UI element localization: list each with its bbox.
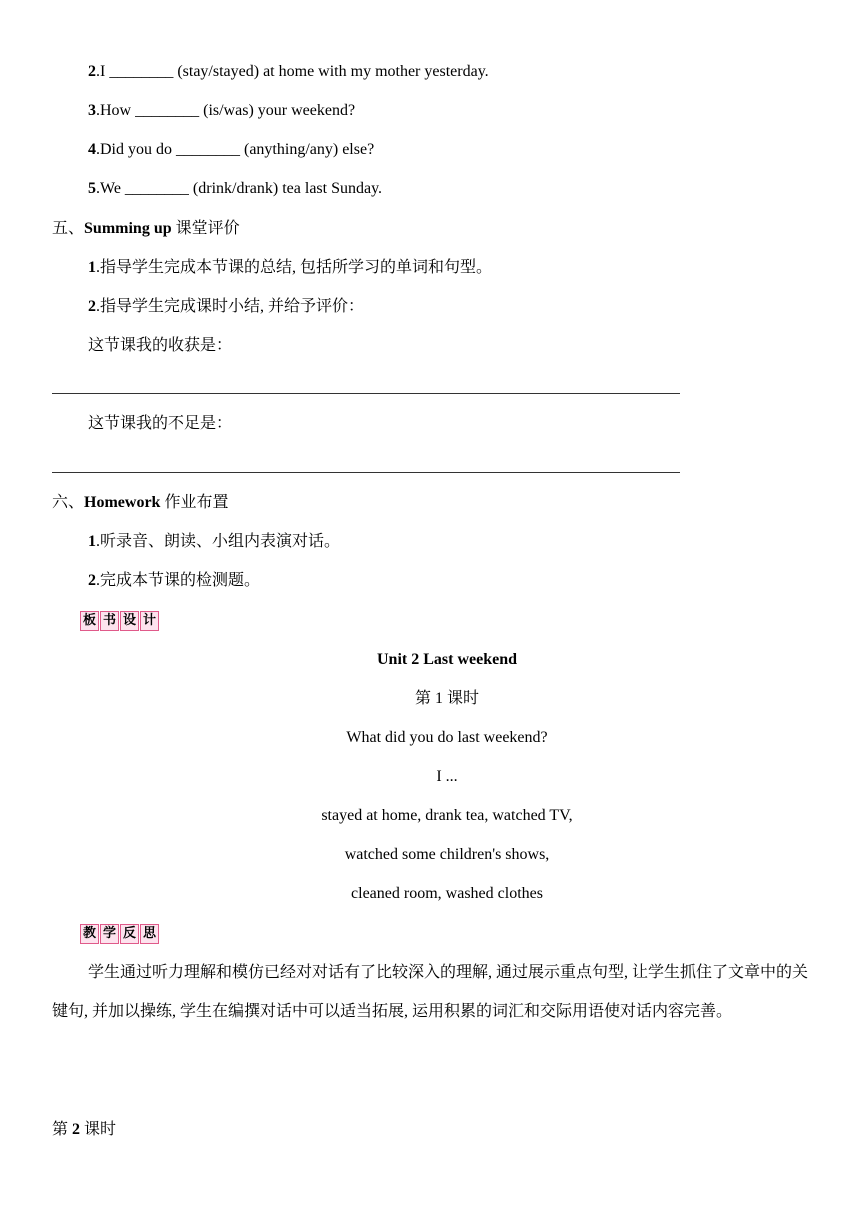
item-text: .完成本节课的检测题。 xyxy=(96,572,261,589)
board-line-1: stayed at home, drank tea, watched TV, xyxy=(321,807,573,824)
answer-line-lack xyxy=(52,472,680,473)
homework-item-1 xyxy=(88,532,340,552)
heading-cn: 课堂评价 xyxy=(171,220,240,237)
item-text: .听录音、朗读、小组内表演对话。 xyxy=(96,533,341,550)
item-number: 4 xyxy=(88,141,96,158)
badge-char: 设 xyxy=(120,611,139,631)
heading-en: Homework xyxy=(84,494,161,511)
item-text: .指导学生完成本节课的总结, 包括所学习的单词和句型。 xyxy=(96,259,493,276)
heading-prefix: 五、 xyxy=(52,220,85,237)
item-text: .Did you do ________ (anything/any) else? xyxy=(96,141,375,158)
board-answer: I ... xyxy=(436,768,458,785)
next-lesson-heading xyxy=(52,1120,116,1140)
teaching-reflection-badge xyxy=(80,924,159,944)
section-heading-homework xyxy=(52,493,228,513)
item-number: 5 xyxy=(88,180,96,197)
item-number: 1 xyxy=(88,533,96,550)
item-number: 1 xyxy=(88,259,96,276)
board-lesson: 第 1 课时 xyxy=(414,690,479,707)
summing-item-2 xyxy=(88,297,364,317)
lesson-pre: 第 xyxy=(52,1121,73,1138)
heading-cn: 作业布置 xyxy=(160,494,229,511)
item-text: .How ________ (is/was) your weekend? xyxy=(96,102,356,119)
item-text: .We ________ (drink/drank) tea last Sunday. xyxy=(96,180,383,197)
badge-char: 教 xyxy=(80,924,99,944)
badge-char: 书 xyxy=(100,611,119,631)
badge-char: 学 xyxy=(100,924,119,944)
answer-line-gain xyxy=(52,393,680,394)
exercise-item-2 xyxy=(88,62,489,82)
item-number: 3 xyxy=(88,102,96,119)
badge-char: 思 xyxy=(140,924,159,944)
exercise-item-5 xyxy=(88,179,382,199)
lesson-number: 2 xyxy=(72,1121,81,1138)
section-heading-summing-up xyxy=(52,219,240,239)
item-number: 2 xyxy=(88,63,96,80)
item-text: .指导学生完成课时小结, 并给予评价： xyxy=(96,298,365,315)
board-line-3: cleaned room, washed clothes xyxy=(351,885,543,902)
board-title: Unit 2 Last weekend xyxy=(376,651,517,668)
lack-label: 这节课我的不足是： xyxy=(88,415,233,432)
lesson-post: 课时 xyxy=(80,1121,117,1138)
badge-char: 计 xyxy=(140,611,159,631)
summing-item-1 xyxy=(88,258,492,278)
exercise-item-4 xyxy=(88,140,374,160)
item-text: .I ________ (stay/stayed) at home with my mother yesterday. xyxy=(96,63,489,80)
heading-en: Summing up xyxy=(84,220,172,237)
badge-char: 反 xyxy=(120,924,139,944)
gain-label: 这节课我的收获是： xyxy=(88,337,233,354)
board-design-badge xyxy=(80,611,159,631)
item-number: 2 xyxy=(88,298,96,315)
exercise-item-3 xyxy=(88,101,355,121)
badge-char: 板 xyxy=(80,611,99,631)
board-line-2: watched some children's shows, xyxy=(344,846,550,863)
heading-prefix: 六、 xyxy=(52,494,85,511)
homework-item-2 xyxy=(88,571,260,591)
reflection-paragraph: 学生通过听力理解和模仿已经对对话有了比较深入的理解, 通过展示重点句型, 让学生抓住了文章中的关键句, 并加以操练, 学生在编撰对话中可以适当拓展, 运用积累的词汇和交际用语使对话内容完善。 xyxy=(52,964,809,1020)
item-number: 2 xyxy=(88,572,96,589)
board-question: What did you do last weekend? xyxy=(346,729,548,746)
